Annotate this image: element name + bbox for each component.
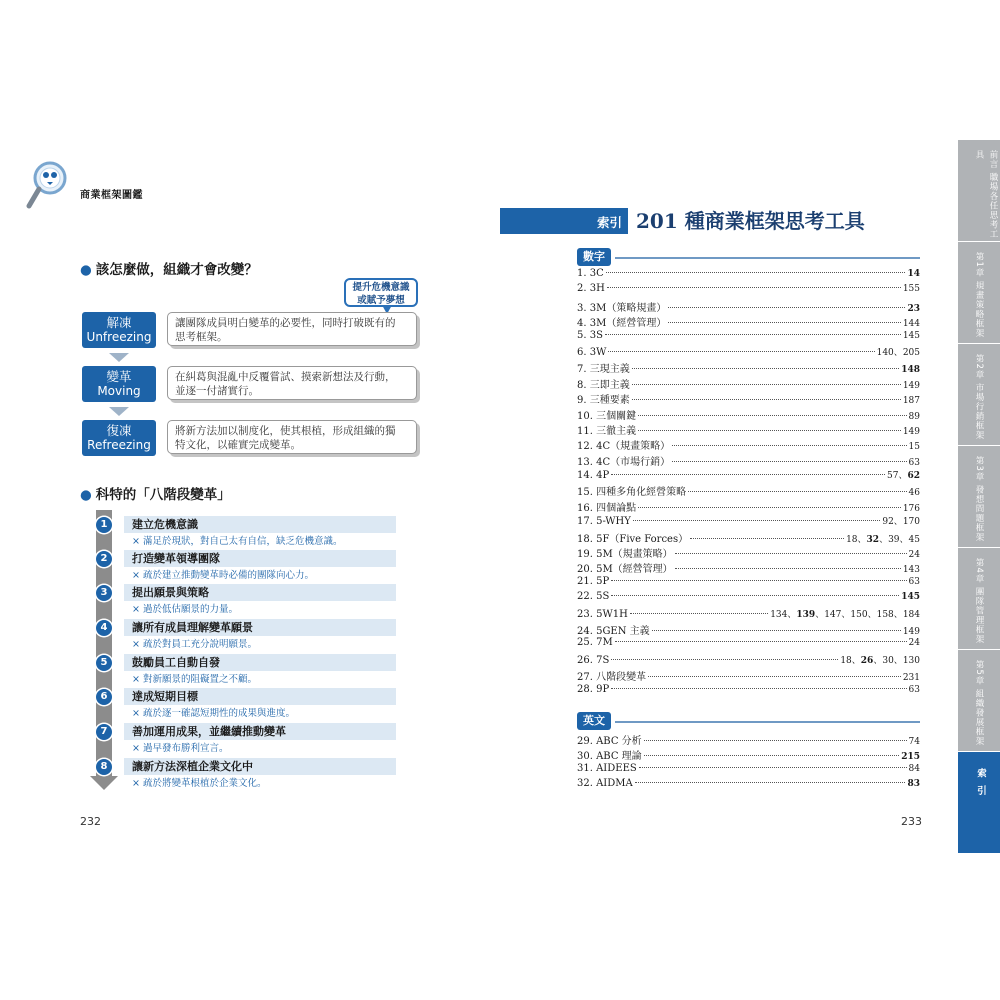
index-entry-name: 21. 5P bbox=[577, 575, 610, 587]
dot-leader bbox=[675, 553, 907, 554]
index-entry bbox=[577, 607, 920, 622]
chapter-tab-label: 第1章 規畫策略框架 bbox=[974, 252, 984, 339]
index-entry bbox=[577, 545, 920, 560]
page-ref: 231 bbox=[902, 673, 920, 684]
index-entry-name: 5. 3S bbox=[577, 329, 603, 341]
index-entry bbox=[577, 763, 920, 778]
dot-leader bbox=[644, 755, 900, 756]
step-warning: × 疏於對員工充分說明願景。 bbox=[132, 639, 257, 650]
index-entry-name: 1. 3C bbox=[577, 268, 604, 279]
index-entry-pages bbox=[907, 779, 920, 789]
index-entry-name: 18. 5F（Five Forces） bbox=[577, 533, 689, 545]
index-entry-pages bbox=[903, 427, 920, 437]
page-separator: 、 bbox=[879, 534, 889, 545]
index-entry-pages bbox=[770, 607, 920, 620]
index-entry bbox=[577, 391, 920, 406]
page-ref: 158 bbox=[876, 609, 894, 620]
stage-label-en: Unfreezing bbox=[86, 330, 152, 344]
description-line: 特文化，以確實完成變革。 bbox=[175, 439, 301, 451]
index-entry-name: 19. 5M（規畫策略） bbox=[577, 549, 673, 561]
dot-leader bbox=[632, 368, 899, 369]
description-line: 將新方法加以制度化，使其根植，形成組織的獨 bbox=[175, 425, 396, 437]
callout-line: 或賦予夢想 bbox=[357, 295, 405, 306]
index-entry-pages bbox=[903, 284, 920, 294]
index-entry-pages bbox=[903, 381, 920, 391]
chapter-tab-label: 索引 bbox=[975, 768, 986, 803]
index-entry-pages bbox=[846, 532, 920, 545]
index-entry-pages bbox=[907, 304, 920, 314]
index-entry-name: 24. 5GEN 主義 bbox=[577, 625, 650, 637]
page-separator: 、 bbox=[893, 517, 903, 528]
dot-leader bbox=[672, 445, 906, 446]
category-rule bbox=[615, 257, 920, 259]
page-ref: 63 bbox=[908, 684, 920, 695]
page-ref: 24 bbox=[908, 638, 920, 649]
dot-leader bbox=[632, 399, 901, 400]
page-ref: 46 bbox=[908, 488, 920, 499]
index-entry-pages bbox=[909, 458, 920, 468]
dot-leader bbox=[632, 384, 901, 385]
kotter-step bbox=[96, 723, 402, 757]
page-separator: 、 bbox=[899, 534, 909, 545]
index-entry-pages bbox=[882, 514, 920, 527]
step-title: 提出願景與策略 bbox=[132, 586, 209, 599]
section-title-text: 該怎麼做，組織才會改變？ bbox=[95, 262, 258, 278]
page-ref: 170 bbox=[902, 517, 920, 528]
index-entry-pages bbox=[903, 396, 920, 406]
step-warning: × 疏於建立推動變革時必備的團隊向心力。 bbox=[132, 570, 314, 581]
page-separator: 、 bbox=[841, 609, 851, 620]
kotter-step bbox=[96, 619, 402, 653]
index-entry bbox=[577, 468, 920, 483]
index-entry bbox=[577, 483, 920, 498]
index-entry bbox=[577, 453, 920, 468]
index-entry-name: 23. 5W1H bbox=[577, 608, 628, 620]
stage-label-zh: 變革 bbox=[106, 369, 132, 384]
index-entry-pages bbox=[903, 627, 920, 637]
dot-leader bbox=[607, 287, 901, 288]
callout-bubble bbox=[344, 278, 418, 307]
step-number-badge: 1 bbox=[96, 517, 112, 533]
stage-unfreezing bbox=[82, 312, 156, 348]
chapter-tab[interactable] bbox=[958, 140, 1000, 242]
page-ref: 176 bbox=[902, 503, 920, 514]
kotter-step bbox=[96, 516, 402, 550]
page-ref: 63 bbox=[908, 457, 920, 468]
step-warning: × 疏於逐一確認短期性的成果與進度。 bbox=[132, 708, 295, 719]
page-ref: 62 bbox=[907, 471, 920, 482]
page-ref: 18 bbox=[840, 655, 852, 666]
category-label: 英文 bbox=[577, 712, 611, 730]
page-separator: 、 bbox=[893, 347, 903, 358]
index-entry-name: 22. 5S bbox=[577, 591, 610, 603]
page-ref: 30 bbox=[882, 655, 894, 666]
chapter-tab[interactable] bbox=[958, 752, 1000, 854]
page-ref: 143 bbox=[902, 565, 920, 576]
chapter-tab-label: 前言 職場各任思考工具 bbox=[974, 150, 998, 240]
page-ref: 134 bbox=[770, 609, 788, 620]
stage-label-en: Moving bbox=[97, 384, 141, 398]
page-ref: 145 bbox=[901, 592, 920, 603]
page-ref: 84 bbox=[908, 763, 920, 774]
category-label: 數字 bbox=[577, 248, 611, 266]
section-title-text: 科特的「八階段變革」 bbox=[95, 487, 231, 503]
chapter-tab-label: 第4章 團隊管理框架 bbox=[974, 558, 984, 645]
page-ref: 89 bbox=[908, 411, 920, 422]
step-warning: × 滿足於現狀，對自己太有自信，缺乏危機意識。 bbox=[132, 536, 343, 547]
index-entry bbox=[577, 622, 920, 637]
dot-leader bbox=[606, 272, 906, 273]
index-entry bbox=[577, 360, 920, 375]
page-ref: 205 bbox=[902, 347, 920, 358]
stage-label-zh: 解凍 bbox=[106, 315, 132, 330]
description-line: 在糾葛與混亂中反覆嘗試、摸索新想法及行動， bbox=[175, 371, 396, 383]
page-ref: 74 bbox=[908, 737, 920, 747]
page-ref: 150 bbox=[850, 609, 868, 620]
step-title: 鼓勵員工自動自發 bbox=[132, 656, 220, 669]
page-ref: 92 bbox=[882, 517, 894, 528]
dot-leader bbox=[605, 334, 901, 335]
dot-leader bbox=[608, 351, 874, 352]
index-entry-name: 20. 5M（經營管理） bbox=[577, 564, 673, 576]
step-title: 讓新方法深植企業文化中 bbox=[132, 760, 253, 773]
index-tag-bar bbox=[500, 208, 628, 234]
index-entry-name: 11. 三徹主義 bbox=[577, 425, 637, 437]
index-entry-pages bbox=[909, 442, 920, 452]
page-ref: 215 bbox=[901, 752, 920, 763]
page-ref: 39 bbox=[888, 534, 900, 545]
section-title-change bbox=[80, 258, 258, 278]
index-entry-name: 7. 三現主義 bbox=[577, 364, 630, 376]
index-entry-name: 17. 5-WHY bbox=[577, 516, 631, 528]
page-ref: 147 bbox=[824, 609, 842, 620]
index-entry bbox=[577, 653, 920, 668]
chapter-tab-label: 第3章 發想問題框架 bbox=[974, 456, 984, 543]
index-entry-pages bbox=[903, 565, 920, 575]
page-separator: 、 bbox=[857, 534, 867, 545]
index-entry-name: 31. AIDEES bbox=[577, 762, 637, 774]
stage-label-en: Refreezing bbox=[87, 438, 151, 452]
page-ref: 145 bbox=[902, 330, 920, 341]
page-number-left: 232 bbox=[80, 815, 101, 828]
bullet-icon: ● bbox=[80, 262, 92, 278]
down-arrow-icon bbox=[109, 407, 129, 416]
chapter-tab[interactable] bbox=[958, 446, 1000, 548]
index-entry-pages bbox=[909, 685, 920, 695]
step-warning: × 對新願景的阻礙置之不顧。 bbox=[132, 674, 257, 685]
step-title: 讓所有成員理解變革願景 bbox=[132, 621, 253, 634]
page-separator: 、 bbox=[893, 655, 903, 666]
page-ref: 23 bbox=[907, 303, 920, 314]
page-ref: 15 bbox=[908, 442, 920, 453]
page-separator: 、 bbox=[815, 609, 825, 620]
index-entry bbox=[577, 437, 920, 452]
dot-leader bbox=[672, 461, 906, 462]
index-entry-pages bbox=[909, 737, 920, 747]
dot-leader bbox=[611, 474, 885, 475]
index-entry-name: 13. 4C（市場行銷） bbox=[577, 456, 671, 468]
index-entry-name: 32. AIDMA bbox=[577, 778, 633, 790]
dot-leader bbox=[675, 568, 901, 569]
index-entry-pages bbox=[909, 550, 920, 560]
section-title-kotter bbox=[80, 483, 231, 503]
index-entry bbox=[577, 560, 920, 575]
index-entry-pages bbox=[840, 653, 920, 666]
page-separator: 、 bbox=[893, 609, 903, 620]
index-entry-name: 6. 3W bbox=[577, 346, 607, 358]
dot-leader bbox=[639, 767, 907, 768]
page-ref: 26 bbox=[860, 655, 874, 666]
step-warning: × 疏於將變革根植於企業文化。 bbox=[132, 778, 267, 789]
page-ref: 144 bbox=[902, 319, 920, 330]
page-ref: 14 bbox=[907, 269, 920, 279]
index-list-numbers bbox=[577, 268, 920, 699]
dot-leader bbox=[611, 688, 906, 689]
chapter-tab[interactable] bbox=[958, 650, 1000, 752]
kotter-step bbox=[96, 654, 402, 688]
dot-leader bbox=[615, 641, 907, 642]
index-entry-pages bbox=[909, 764, 920, 774]
kotter-step bbox=[96, 688, 402, 722]
index-entry-name: 29. ABC 分析 bbox=[577, 736, 642, 747]
index-entry bbox=[577, 314, 920, 329]
step-number-badge: 2 bbox=[96, 551, 112, 567]
bullet-icon: ● bbox=[80, 487, 92, 503]
index-entry bbox=[577, 732, 920, 747]
page-separator: 、 bbox=[787, 609, 797, 620]
description-line: 並逐一付諸實行。 bbox=[175, 385, 259, 397]
step-title: 善加運用成果，並繼續推動變革 bbox=[132, 725, 286, 738]
index-entry-name: 8. 三即主義 bbox=[577, 379, 630, 391]
page-ref: 130 bbox=[902, 655, 920, 666]
kotter-step bbox=[96, 550, 402, 584]
dot-leader bbox=[638, 415, 906, 416]
chapter-tab[interactable] bbox=[958, 242, 1000, 344]
index-entry-name: 25. 7M bbox=[577, 637, 613, 649]
kotter-step bbox=[96, 758, 402, 792]
dot-leader bbox=[630, 613, 768, 614]
dot-leader bbox=[688, 491, 906, 492]
index-title: 201 種商業框架思考工具 bbox=[636, 209, 865, 233]
dot-leader bbox=[633, 520, 880, 521]
description-line: 讓團隊成員明白變革的必要性，同時打破既有的 bbox=[175, 317, 396, 329]
dot-leader bbox=[611, 595, 899, 596]
index-entry-name: 27. 八階段變革 bbox=[577, 672, 647, 684]
page-ref: 148 bbox=[901, 365, 920, 376]
index-entry bbox=[577, 283, 920, 298]
step-title: 達成短期目標 bbox=[132, 690, 198, 703]
page-separator: 、 bbox=[851, 655, 861, 666]
category-rule bbox=[615, 721, 920, 723]
index-entry-pages bbox=[901, 365, 920, 375]
page-separator: 、 bbox=[867, 609, 877, 620]
index-entry-name: 14. 4P bbox=[577, 470, 610, 482]
index-entry bbox=[577, 530, 920, 545]
step-number-badge: 3 bbox=[96, 585, 112, 601]
index-entry-pages bbox=[903, 673, 920, 683]
page-separator: 、 bbox=[898, 471, 908, 482]
index-entry bbox=[577, 591, 920, 606]
dot-leader bbox=[638, 430, 901, 431]
page-ref: 83 bbox=[907, 779, 920, 790]
page-ref: 32 bbox=[866, 534, 880, 545]
dot-leader bbox=[652, 630, 901, 631]
step-number-badge: 7 bbox=[96, 724, 112, 740]
index-entry-name: 12. 4C（規畫策略） bbox=[577, 441, 671, 453]
index-entry bbox=[577, 299, 920, 314]
dot-leader bbox=[644, 740, 907, 741]
index-tag-label: 索引 bbox=[596, 215, 622, 230]
index-entry bbox=[577, 376, 920, 391]
index-entry-name: 10. 三個關鍵 bbox=[577, 410, 637, 422]
page-separator: 、 bbox=[873, 655, 883, 666]
stage-description bbox=[167, 312, 417, 346]
index-entry-name: 30. ABC 理論 bbox=[577, 751, 642, 763]
index-entry bbox=[577, 576, 920, 591]
index-entry-name: 9. 三種要素 bbox=[577, 395, 630, 407]
page-number-right: 233 bbox=[901, 815, 922, 828]
step-title: 打造變革領導團隊 bbox=[132, 552, 220, 565]
page-ref: 139 bbox=[796, 609, 816, 620]
index-entry bbox=[577, 407, 920, 422]
chapter-tab[interactable] bbox=[958, 548, 1000, 650]
index-entry-pages bbox=[909, 488, 920, 498]
step-number-badge: 4 bbox=[96, 620, 112, 636]
step-number-badge: 6 bbox=[96, 689, 112, 705]
chapter-tab-label: 第2章 市場行銷框架 bbox=[974, 354, 984, 441]
stage-description bbox=[167, 420, 417, 454]
index-entry bbox=[577, 778, 920, 793]
dot-leader bbox=[648, 676, 901, 677]
index-entry bbox=[577, 668, 920, 683]
index-entry bbox=[577, 345, 920, 360]
dot-leader bbox=[690, 538, 844, 539]
index-entry-name: 26. 7S bbox=[577, 654, 610, 666]
index-list-english bbox=[577, 732, 920, 794]
index-entry bbox=[577, 747, 920, 762]
index-entry bbox=[577, 684, 920, 699]
stage-label-zh: 復凍 bbox=[106, 423, 132, 438]
index-entry-name: 28. 9P bbox=[577, 683, 610, 695]
dot-leader bbox=[611, 659, 838, 660]
chapter-tabs bbox=[958, 140, 1000, 854]
index-entry bbox=[577, 422, 920, 437]
index-entry-pages bbox=[901, 592, 920, 602]
index-entry-pages bbox=[901, 752, 920, 762]
dot-leader bbox=[668, 307, 905, 308]
chapter-tab-label: 第5章 組織發展框架 bbox=[974, 660, 984, 747]
page-ref: 18 bbox=[846, 534, 858, 545]
index-entry-pages bbox=[903, 319, 920, 329]
index-entry-pages bbox=[907, 269, 920, 279]
page-ref: 149 bbox=[902, 426, 920, 437]
index-entry-pages bbox=[909, 577, 920, 587]
index-entry bbox=[577, 330, 920, 345]
index-entry bbox=[577, 637, 920, 652]
stage-moving bbox=[82, 366, 156, 402]
index-entry-name: 4. 3M（經營管理） bbox=[577, 318, 667, 330]
index-entry bbox=[577, 499, 920, 514]
stage-refreezing bbox=[82, 420, 156, 456]
dot-leader bbox=[668, 322, 900, 323]
step-warning: × 過於低估願景的力量。 bbox=[132, 604, 238, 615]
index-entry-name: 16. 四個論點 bbox=[577, 502, 637, 514]
page-ref: 187 bbox=[902, 396, 920, 407]
step-title: 建立危機意識 bbox=[132, 518, 198, 531]
index-entry-pages bbox=[903, 504, 920, 514]
down-arrow-icon bbox=[109, 353, 129, 362]
callout-line: 提升危機意識 bbox=[352, 282, 410, 293]
dot-leader bbox=[638, 507, 901, 508]
page-ref: 24 bbox=[908, 550, 920, 561]
dot-leader bbox=[611, 580, 906, 581]
dot-leader bbox=[635, 782, 906, 783]
chapter-tab[interactable] bbox=[958, 344, 1000, 446]
page-ref: 57 bbox=[887, 471, 899, 482]
index-entry bbox=[577, 514, 920, 529]
index-entry-pages bbox=[887, 468, 920, 481]
description-line: 思考框架。 bbox=[175, 331, 228, 343]
page-ref: 140 bbox=[876, 347, 894, 358]
page-ref: 184 bbox=[902, 609, 920, 620]
page-ref: 45 bbox=[908, 534, 920, 545]
category-header-numbers bbox=[577, 248, 922, 268]
index-entry-pages bbox=[877, 345, 920, 358]
step-number-badge: 8 bbox=[96, 759, 112, 775]
index-entry-name: 15. 四種多角化經營策略 bbox=[577, 487, 687, 499]
index-entry-pages bbox=[909, 412, 920, 422]
stage-description bbox=[167, 366, 417, 400]
step-warning: × 過早發布勝利宣言。 bbox=[132, 743, 229, 754]
index-entry bbox=[577, 268, 920, 283]
page-ref: 149 bbox=[902, 380, 920, 391]
index-entry-pages bbox=[903, 331, 920, 341]
index-entry-name: 3. 3M（策略規畫） bbox=[577, 302, 667, 314]
book-header-title: 商業框架圖鑑 bbox=[80, 190, 143, 201]
index-entry-name: 2. 3H bbox=[577, 283, 605, 295]
kotter-step bbox=[96, 584, 402, 618]
index-entry-pages bbox=[909, 638, 920, 648]
category-header-english bbox=[577, 712, 922, 732]
page-ref: 155 bbox=[902, 284, 920, 295]
step-number-badge: 5 bbox=[96, 655, 112, 671]
page-ref: 149 bbox=[902, 626, 920, 637]
page-ref: 63 bbox=[908, 576, 920, 587]
